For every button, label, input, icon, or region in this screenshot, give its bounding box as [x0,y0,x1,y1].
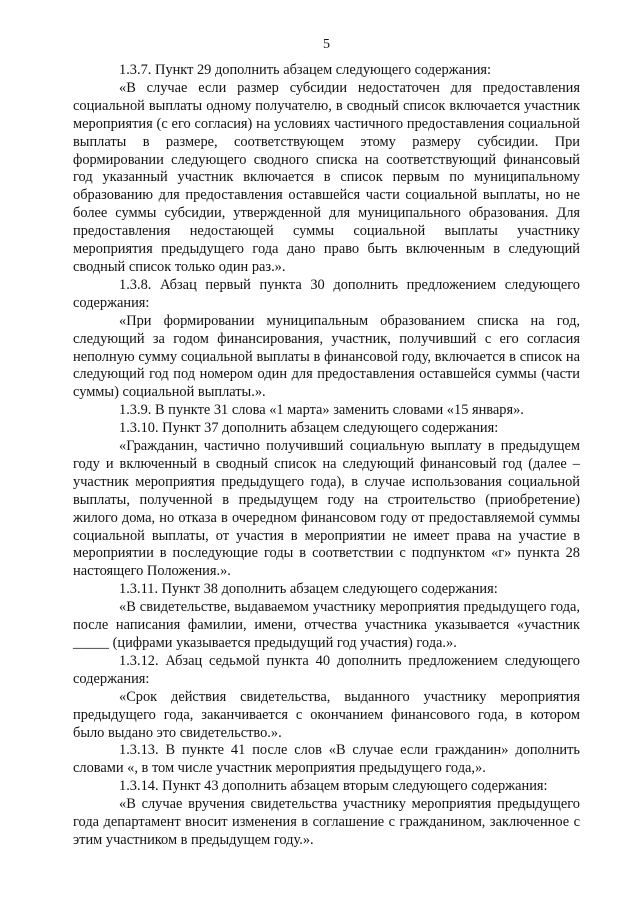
paragraph-1-3-11: 1.3.11. Пункт 38 дополнить абзацем следующего содержания: [119,581,498,598]
paragraph-1-3-13: 1.3.13. В пункте 41 после слов «В случае если гражданин» дополнить словами «, в том числе участник мероприятия предыдущего года,». [73,742,580,777]
paragraph-1-3-10: 1.3.10. Пункт 37 дополнить абзацем следующего содержания: [119,420,499,437]
document-body [73,62,580,850]
paragraph-1-3-8: 1.3.8. Абзац первый пункта 30 дополнить предложением следующего содержания: [73,276,580,311]
page-number: 5 [323,37,330,52]
paragraph-quote-40: «Срок действия свидетельства, выданного участнику мероприятия предыдущего года, заканчивается с окончанием финансового года, в котором было выдано это свидетельство.». [73,688,580,741]
paragraph-1-3-12: 1.3.12. Абзац седьмой пункта 40 дополнить предложением следующего содержания: [73,652,580,687]
paragraph-quote-43: «В случае вручения свидетельства участнику мероприятия предыдущего года департамент вносит изменения в соглашение с гражданином, заключенное с этим участником в предыдущем году.». [73,796,580,848]
paragraph-quote-37: «Гражданин, частично получивший социальную выплату в предыдущем году и включенный в сводный список на следующий финансовый год (далее – участник мероприятия предыдущего года), в случае использования социальной выплаты, полученной в предыдущем году на строительство (приобретение) жилого дома, но отказа в очередном финансовом году от предоставляемой суммы социальной выплаты, от участия в мероприятии не имеет права на участие в мероприятии в последующие годы в соответствии с подпунктом «г» пункта 28 настоящего Положения.». [73,438,580,580]
paragraph-1-3-7: 1.3.7. Пункт 29 дополнить абзацем следующего содержания: [119,62,492,78]
paragraph-quote-29: «В случае если размер субсидии недостаточен для предоставления социальной выплаты одному получателю, в сводный список включается участник мероприятия (с его согласия) на условиях частичного предоставления социальной выплаты в размере, соответствующем этому размеру субсидии. При формировании следующего сводного списка на соответствующий финансовый год указанный участник включается в список первым по муниципальному образованию для предоставления оставшейся части социальной выплаты, но не более суммы субсидии, утвержденной для муниципального образования. Для предоставления недостающей суммы социальной выплаты участнику мероприятия предыдущего года дано право быть включенным в следующий сводный список только один раз.». [73,79,580,275]
paragraph-quote-30: «При формировании муниципальным образованием списка на год, следующий за годом финансирования, участник, получивший с его согласия неполную сумму социальной выплаты в финансовой году, включается в список на следующий год под номером один для предоставления оставшейся суммы (части суммы) социальной выплаты.». [73,312,580,401]
paragraph-quote-38: «В свидетельстве, выдаваемом участнику мероприятия предыдущего года, после написания фамилии, имени, отчества участника указывается «участник _____ (цифрами указывается предыдущий год участия) года.». [73,599,580,651]
paragraph-1-3-14: 1.3.14. Пункт 43 дополнить абзацем вторым следующего содержания: [119,778,548,795]
paragraph-1-3-9: 1.3.9. В пункте 31 слова «1 марта» заменить словами «15 января». [119,402,524,419]
